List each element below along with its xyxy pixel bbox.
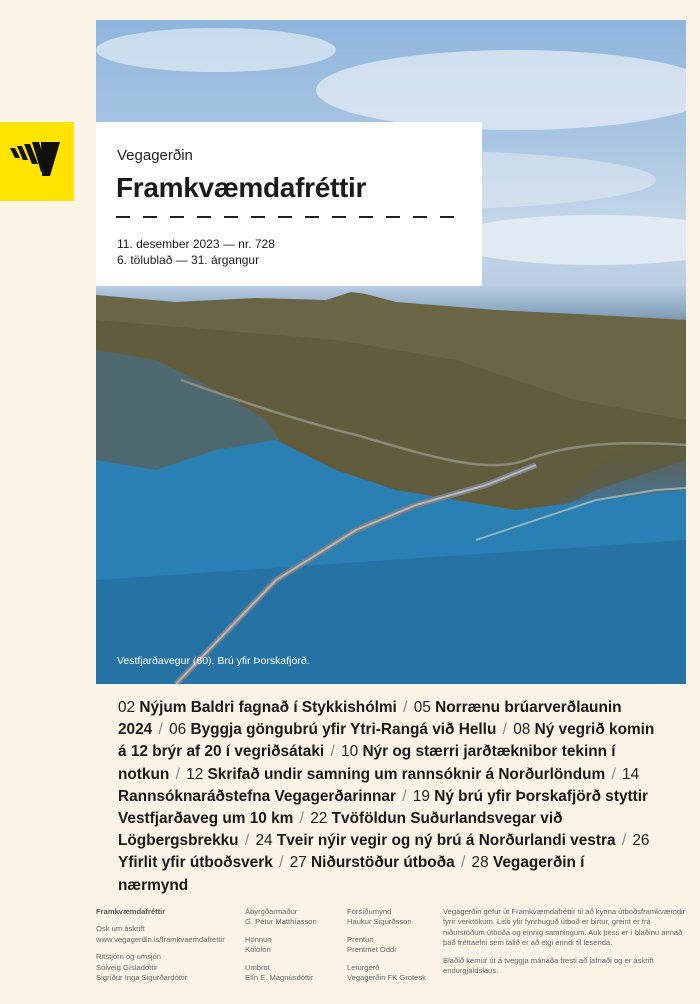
toc-article-title[interactable]: Tveir nýir vegir og ný brú á Norðurlandi vestra xyxy=(276,832,616,850)
design-label: Hönnun xyxy=(245,934,272,944)
toc-article-title[interactable]: Nýr og stærri jarðtæknibor tekinn í notkun xyxy=(118,743,616,783)
design-name: Kolofon xyxy=(245,945,271,955)
toc-separator: / xyxy=(611,765,616,783)
fjord-bridge-illustration xyxy=(96,20,686,684)
about-paragraph: Vegagerðin gefur út Framkvæmdafréttir til að kynna útboðsframkvæmdir fyrir verktökum. Listi yfir fyrirhuguð útboð er birtur, greint er frá niðurstöðum útboða og einnig samningum. Auk þess er í blaðinu annað það fréttaefni sem talið er að eigi erindi til lesenda. xyxy=(443,907,686,948)
editors-label: Ritstjórn og umsjón xyxy=(96,952,161,962)
toc-article-title[interactable]: Yfirlit yfir útboðsverk xyxy=(118,854,273,872)
responsible-label: Ábyrgðarmaður xyxy=(245,907,298,916)
toc-article-title[interactable]: Norrænu brúarverðlaunin 2024 xyxy=(118,699,622,739)
toc-article-title[interactable]: Tvöföldun Suðurlandsvegar við Lögbergsbrekku xyxy=(118,810,563,850)
toc-page-number: 14 xyxy=(622,765,640,783)
footer-col-4 xyxy=(443,907,688,976)
editor-name: Sólveig Gísladóttir xyxy=(96,962,158,972)
layout-label: Umbrot xyxy=(245,962,270,972)
printing-name: Prentmet Oddi xyxy=(347,945,396,955)
frequency-paragraph: Blaðið kemur út á tveggja mánaða fresti að jafnaði og er áskrift endurgjaldslaus. xyxy=(443,955,654,976)
toc-article-title[interactable]: Skrifað undir samning um rannsóknir á Norðurlöndum xyxy=(207,765,606,783)
responsible-name: G. Pétur Matthíasson xyxy=(245,917,317,927)
printing-label: Prentun xyxy=(347,934,374,944)
toc-article-title[interactable]: Vegagerðin í nærmynd xyxy=(118,854,585,894)
toc-separator: / xyxy=(460,854,466,872)
toc-page-number: 28 xyxy=(471,854,489,872)
toc-separator: / xyxy=(299,810,304,828)
issue-date: 11. desember 2023 — nr. 728 xyxy=(117,237,275,251)
toc-page-number: 06 xyxy=(169,721,187,739)
toc-article-title[interactable]: Byggja göngubrú yfir Ytri-Rangá við Hellu xyxy=(190,721,497,739)
toc-page-number: 26 xyxy=(632,832,650,850)
toc-separator: / xyxy=(330,743,335,761)
vegagerdin-logo xyxy=(0,122,74,201)
toc-page-number: 08 xyxy=(513,721,531,739)
toc-page-number: 27 xyxy=(289,854,307,872)
toc-page-number: 05 xyxy=(413,699,431,716)
toc-separator: / xyxy=(279,854,284,872)
toc-article-title[interactable]: Rannsóknaráðstefna Vegagerðarinnar xyxy=(118,787,396,805)
typeface-label: Leturgerð xyxy=(347,962,380,972)
subscribe-label: Ósk um áskrift xyxy=(96,924,145,934)
cover-photo-name: Haukur Sigurðsson xyxy=(347,917,412,927)
toc-article-title[interactable]: Niðurstöður útboða xyxy=(311,854,455,872)
toc-separator: / xyxy=(621,832,627,850)
toc-separator: / xyxy=(402,787,407,805)
toc-article-title[interactable]: Nýjum Baldri fagnað í Stykkishólmi xyxy=(139,699,397,716)
toc-page-number: 10 xyxy=(341,743,359,761)
editor-name: Sigríður Inga Sigurðardóttir xyxy=(96,973,188,983)
subscribe-link[interactable]: www.vegagerdin.is/framkvaemdafrettir xyxy=(96,934,225,944)
issue-number: 6. tölublað — 31. árgangur xyxy=(117,253,260,267)
footer-col-2 xyxy=(245,907,340,983)
toc-page-number: 19 xyxy=(412,787,430,805)
table-of-contents xyxy=(118,697,658,897)
cover-photo-label: Forsíðumynd xyxy=(347,907,392,916)
publisher-name: Vegagerðin xyxy=(117,147,193,164)
logo-stripes-icon xyxy=(10,142,62,182)
toc-page-number: 24 xyxy=(255,832,273,850)
cover-photo xyxy=(96,20,686,684)
dashed-divider xyxy=(116,216,464,218)
footer-col-1 xyxy=(96,907,231,983)
toc-page-number: 02 xyxy=(118,699,136,716)
toc-article-title[interactable]: Ný vegrið komin á 12 brýr af 20 í vegriðsátaki xyxy=(118,721,655,761)
toc-separator: / xyxy=(158,721,163,739)
footer-col-3 xyxy=(347,907,437,983)
toc-article-title[interactable]: Ný brú yfir Þorskafjörð styttir Vestfjarðaveg um 10 km xyxy=(118,787,649,828)
toc-separator: / xyxy=(175,765,180,783)
page-title: Framkvæmdafréttir xyxy=(116,172,367,203)
toc-page-number: 22 xyxy=(310,810,328,828)
photo-caption: Vestfjarðavegur (60). Brú yfir Þorskafjörð. xyxy=(117,655,310,667)
typeface-name: Vegagerðin FK Grotesk xyxy=(347,973,426,983)
title-card xyxy=(96,122,482,286)
toc-separator: / xyxy=(244,832,250,850)
toc-separator: / xyxy=(502,721,507,739)
toc-separator: / xyxy=(403,699,408,716)
toc-page-number: 12 xyxy=(186,765,204,783)
layout-name: Elín E. Magnúsdóttir xyxy=(245,973,314,983)
footer-heading: Framkvæmdafréttir xyxy=(96,907,166,916)
